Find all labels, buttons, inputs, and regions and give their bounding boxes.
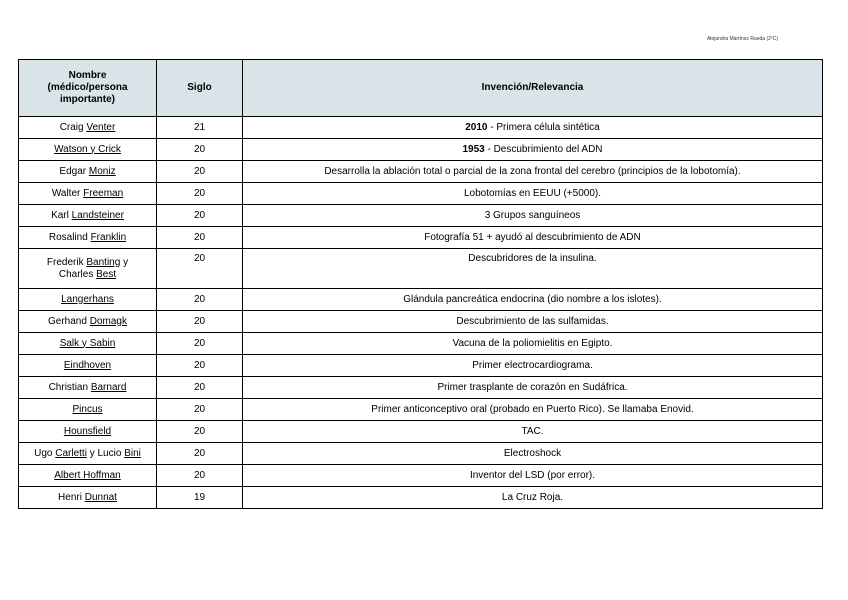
- invention-text: Glándula pancreática endocrina (dio nombre a los islotes).: [403, 293, 662, 305]
- table-row: [19, 421, 823, 443]
- invention-text: Primer anticonceptivo oral (probado en Puerto Rico). Se llamaba Enovid.: [371, 403, 694, 415]
- name-link: Salk y Sabin: [59, 337, 116, 349]
- invention-text: Fotografía 51 + ayudó al descubrimiento de ADN: [424, 231, 641, 243]
- cell-nombre: [19, 487, 157, 509]
- cell-nombre: [19, 355, 157, 377]
- cell-siglo: 20: [157, 399, 243, 421]
- cell-invencion: [243, 139, 823, 161]
- invention-text: Electroshock: [503, 447, 562, 459]
- cell-nombre: [19, 161, 157, 183]
- cell-siglo: 21: [157, 117, 243, 139]
- name-prefix: Ugo: [34, 447, 56, 459]
- name-suffix: y: [120, 256, 129, 268]
- table-row: [19, 443, 823, 465]
- table-row: [19, 311, 823, 333]
- cell-nombre: [19, 117, 157, 139]
- name-link: Domagk: [89, 315, 127, 327]
- header-siglo: Siglo: [157, 60, 243, 117]
- name-link: Franklin: [90, 231, 127, 243]
- cell-invencion: [243, 399, 823, 421]
- cell-nombre: [19, 227, 157, 249]
- cell-siglo: 20: [157, 311, 243, 333]
- cell-siglo: 20: [157, 355, 243, 377]
- name-link: Pincus: [72, 403, 103, 415]
- cell-nombre: [19, 421, 157, 443]
- invention-text: La Cruz Roja.: [501, 491, 564, 503]
- name-link: Barnard: [90, 381, 127, 393]
- header-nombre-line3: importante): [60, 94, 115, 105]
- cell-nombre: [19, 289, 157, 311]
- name-prefix: Gerhand: [48, 315, 90, 327]
- cell-nombre: [19, 399, 157, 421]
- cell-invencion: [243, 465, 823, 487]
- cell-invencion: [243, 249, 823, 289]
- invention-text: Descubridores de la insulina.: [468, 253, 597, 264]
- cell-invencion: [243, 487, 823, 509]
- table-row: [19, 227, 823, 249]
- header-nombre-line2: (médico/persona: [47, 82, 128, 93]
- cell-invencion: [243, 183, 823, 205]
- table-row: [19, 249, 823, 289]
- name-prefix: Craig: [59, 121, 87, 133]
- name-prefix: Edgar: [59, 165, 89, 177]
- name-link-2: Best: [96, 268, 117, 280]
- table-row: [19, 355, 823, 377]
- cell-nombre: [19, 377, 157, 399]
- cell-nombre: [19, 333, 157, 355]
- invention-text: Desarrolla la ablación total o parcial de la zona frontal del cerebro (principios de la lobotomía).: [324, 165, 741, 177]
- cell-nombre: [19, 443, 157, 465]
- name-link: Carletti: [55, 447, 87, 459]
- name-prefix: Rosalind: [48, 231, 91, 243]
- name-prefix-2: Charles: [58, 268, 97, 280]
- name-link: Freeman: [83, 187, 124, 199]
- invention-year: 2010: [465, 121, 488, 133]
- cell-siglo: 20: [157, 465, 243, 487]
- name-link: Banting: [86, 256, 121, 268]
- header-nombre: [19, 60, 157, 117]
- invention-text: Primer electrocardiograma.: [472, 359, 593, 371]
- header-invencion: Invención/Relevancia: [243, 60, 823, 117]
- cell-siglo: 20: [157, 421, 243, 443]
- name-link: Venter: [86, 121, 116, 133]
- name-link-2: Bini: [124, 447, 141, 459]
- author-label: Alejandra Martínez Rueda (2ºC): [706, 36, 778, 42]
- name-link: Landsteiner: [71, 209, 124, 221]
- table-row: [19, 161, 823, 183]
- table-row: [19, 117, 823, 139]
- table-row: [19, 289, 823, 311]
- cell-nombre: [19, 139, 157, 161]
- cell-siglo: 20: [157, 289, 243, 311]
- name-link: Hounsfield: [63, 425, 112, 437]
- name-suffix: y Lucio: [86, 447, 125, 459]
- cell-nombre: [19, 205, 157, 227]
- cell-invencion: [243, 443, 823, 465]
- cell-nombre: [19, 311, 157, 333]
- table-row: [19, 139, 823, 161]
- cell-invencion: [243, 355, 823, 377]
- cell-siglo: 20: [157, 183, 243, 205]
- name-prefix: Walter: [51, 187, 84, 199]
- cell-siglo: 19: [157, 487, 243, 509]
- cell-invencion: [243, 333, 823, 355]
- header-row: [19, 60, 823, 117]
- cell-invencion: [243, 161, 823, 183]
- table-row: [19, 333, 823, 355]
- name-prefix: Christian: [48, 381, 91, 393]
- invention-text: - Descubrimiento del ADN: [484, 143, 603, 155]
- table-row: [19, 399, 823, 421]
- invention-text: Descubrimiento de las sulfamidas.: [456, 315, 609, 327]
- cell-siglo: 20: [157, 377, 243, 399]
- table-row: [19, 465, 823, 487]
- name-prefix: Karl: [51, 209, 72, 221]
- cell-invencion: [243, 377, 823, 399]
- name-prefix: Henri: [58, 491, 85, 503]
- invention-text: Inventor del LSD (por error).: [469, 469, 596, 481]
- name-link: Albert Hoffman: [54, 469, 121, 481]
- cell-invencion: [243, 311, 823, 333]
- cell-siglo: 20: [157, 249, 243, 289]
- cell-siglo: 20: [157, 139, 243, 161]
- cell-siglo: 20: [157, 227, 243, 249]
- table-row: [19, 205, 823, 227]
- name-link: Eindhoven: [63, 359, 112, 371]
- invention-year: 1953: [462, 143, 485, 155]
- header-nombre-line1: Nombre: [68, 70, 107, 81]
- cell-siglo: 20: [157, 443, 243, 465]
- name-prefix: Frederik: [46, 256, 87, 268]
- name-link: Watson y Crick: [54, 143, 121, 155]
- table-row: [19, 377, 823, 399]
- cell-siglo: 20: [157, 205, 243, 227]
- invention-text: Vacuna de la poliomielitis en Egipto.: [452, 337, 613, 349]
- cell-invencion: [243, 227, 823, 249]
- invention-text: Primer trasplante de corazón en Sudáfrica.: [437, 381, 628, 393]
- invention-text: TAC.: [521, 425, 544, 437]
- inventions-table: [18, 59, 823, 509]
- cell-nombre: [19, 249, 157, 289]
- name-link: Dunnat: [84, 491, 117, 503]
- cell-siglo: 20: [157, 161, 243, 183]
- invention-text: 3 Grupos sanguíneos: [484, 209, 581, 221]
- cell-invencion: [243, 117, 823, 139]
- cell-siglo: 20: [157, 333, 243, 355]
- cell-nombre: [19, 183, 157, 205]
- cell-invencion: [243, 205, 823, 227]
- name-link: Langerhans: [61, 293, 114, 305]
- cell-invencion: [243, 421, 823, 443]
- invention-text: Lobotomías en EEUU (+5000).: [463, 187, 602, 199]
- cell-invencion: [243, 289, 823, 311]
- invention-text: - Primera célula sintética: [487, 121, 600, 133]
- table-row: [19, 183, 823, 205]
- cell-nombre: [19, 465, 157, 487]
- table-row: [19, 487, 823, 509]
- name-link: Moniz: [88, 165, 116, 177]
